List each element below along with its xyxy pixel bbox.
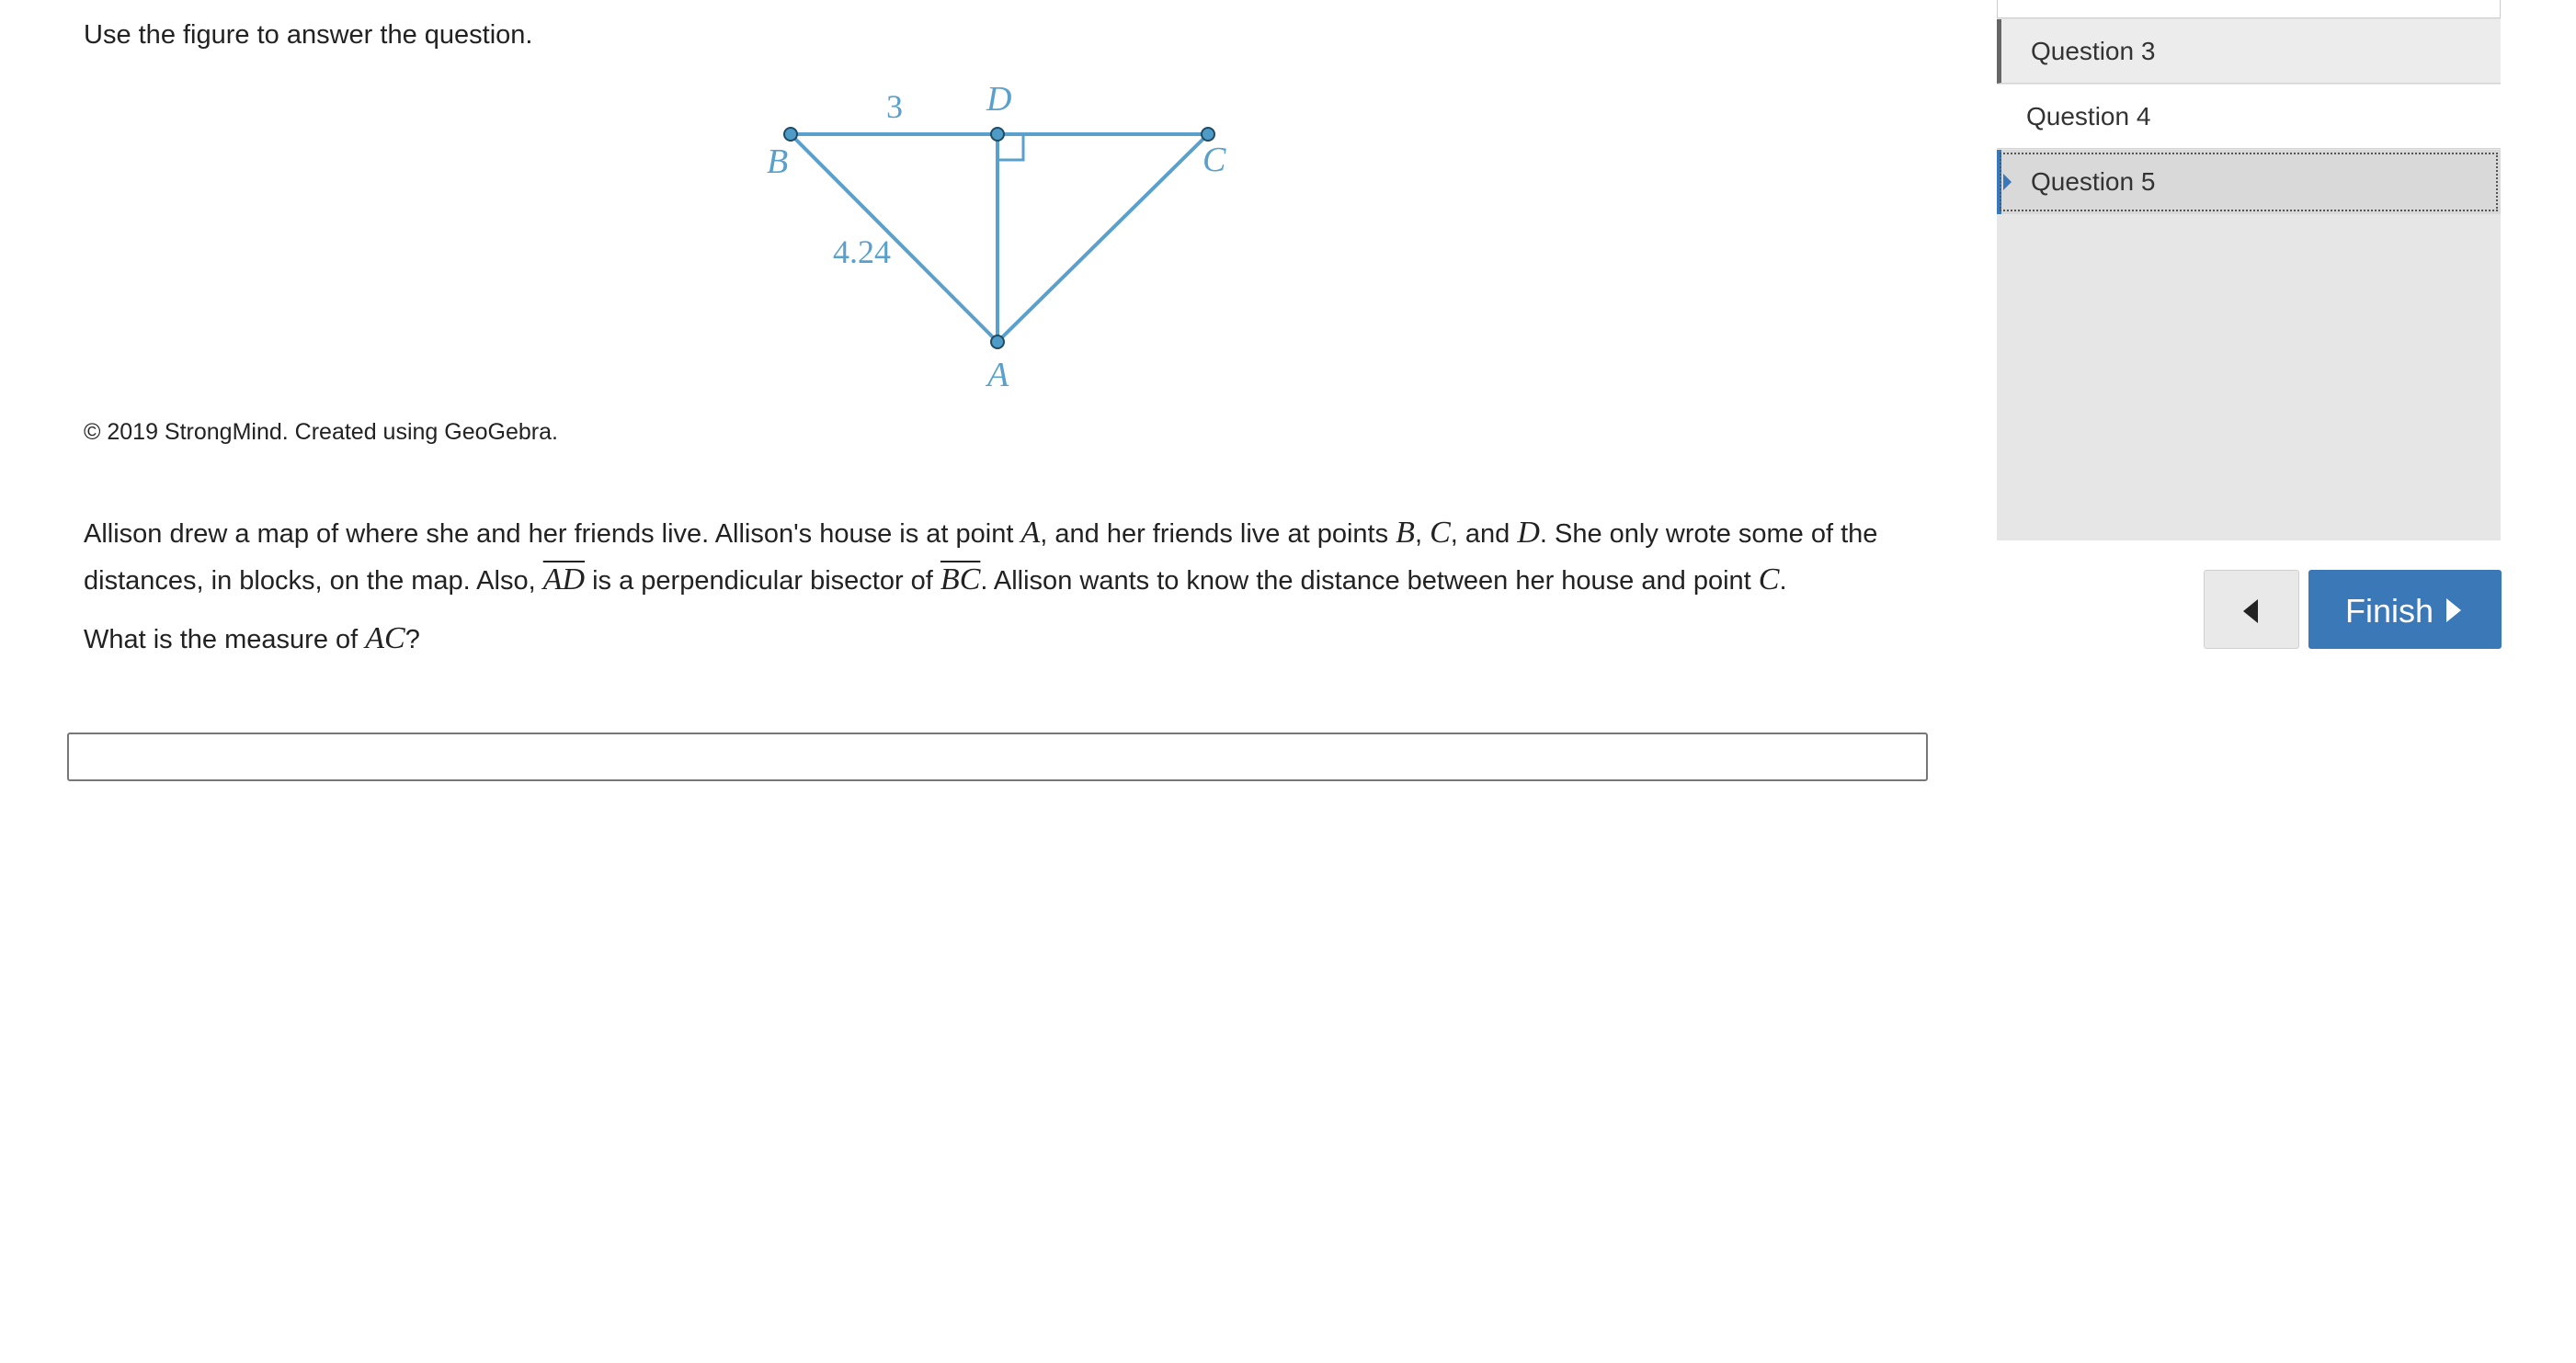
sidebar-item-question-3[interactable] — [1997, 19, 2501, 84]
point-d-math: D — [1517, 516, 1540, 550]
triangle-diagram — [717, 74, 1269, 404]
question-prompt — [84, 621, 420, 656]
problem-text — [84, 510, 1959, 604]
problem-text-5: . She only wrote some of the distances, in blocks, on the map. Also, — [84, 519, 1878, 596]
point-b-math: B — [1396, 516, 1415, 550]
answer-input[interactable] — [67, 733, 1928, 781]
sidebar-item-partial[interactable] — [1997, 0, 2501, 18]
segment-ba — [791, 134, 997, 342]
question-sidebar — [1997, 0, 2501, 540]
segment-ad-math: $\overline{AD}$ — [542, 562, 586, 596]
sidebar-item-label: Question 4 — [2026, 102, 2151, 131]
finish-label: Finish — [2345, 592, 2434, 630]
sidebar-item-question-4[interactable] — [1997, 85, 2501, 149]
label-b: B — [767, 142, 789, 181]
label-d: D — [986, 80, 1012, 119]
sidebar-item-label: Question 3 — [2031, 37, 2156, 65]
point-a — [991, 335, 1004, 348]
point-b — [784, 128, 797, 141]
finish-button[interactable] — [2308, 570, 2502, 649]
label-c: C — [1203, 141, 1226, 179]
point-a-math: A — [1020, 516, 1041, 550]
problem-text-1: Allison drew a map of where she and her friends live. Allison's house is at point — [84, 519, 1021, 549]
problem-text-7: . Allison wants to know the distance between her house and point — [980, 566, 1759, 596]
segment-bc-math: $\overline{BC}$ — [940, 562, 981, 596]
copyright-text: © 2019 StrongMind. Created using GeoGebra. — [84, 419, 558, 445]
caret-left-icon — [2243, 599, 2258, 623]
question-text-2: ? — [405, 625, 420, 654]
problem-text-8: . — [1779, 566, 1787, 596]
instructions: Use the figure to answer the question. — [84, 20, 533, 50]
problem-text-3: , — [1414, 519, 1430, 549]
previous-button[interactable] — [2204, 570, 2299, 649]
point-c — [1202, 128, 1214, 141]
question-text-1: What is the measure of — [84, 625, 366, 654]
geometry-figure — [717, 74, 1269, 404]
problem-text-4: , and — [1450, 519, 1518, 549]
problem-text-2: , and her friends live at points — [1040, 519, 1396, 549]
point-c-math: C — [1430, 516, 1451, 550]
measure-ba: 4.24 — [833, 233, 891, 270]
segment-ac-math: AC — [365, 621, 405, 655]
current-indicator-icon — [2003, 174, 2012, 190]
sidebar-item-question-5[interactable] — [1997, 150, 2501, 214]
point-c-math-2: C — [1758, 562, 1780, 596]
problem-text-6: is a perpendicular bisector of — [585, 566, 940, 596]
point-d — [991, 128, 1004, 141]
caret-right-icon — [2446, 598, 2461, 622]
segment-ca — [997, 134, 1208, 342]
measure-bd: 3 — [886, 88, 903, 125]
label-a: A — [987, 356, 1009, 394]
sidebar-item-label: Question 5 — [2031, 167, 2156, 196]
